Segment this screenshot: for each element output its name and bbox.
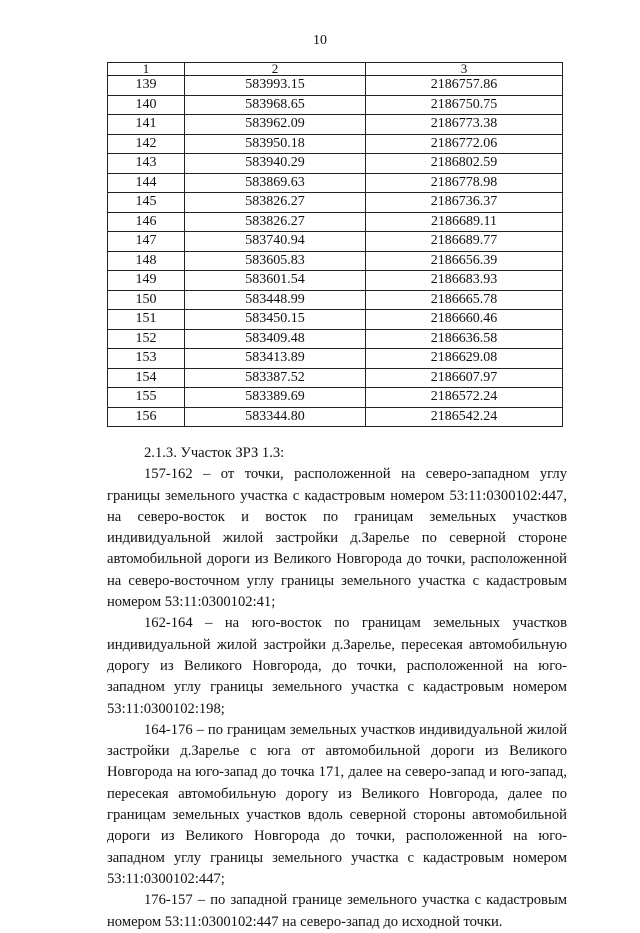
paragraph-176-157: 176-157 – по западной границе земельного участка с кадастровым номером 53:11:0300102:447 на северо-запад до исходной точки. [107,892,567,930]
x-coordinate-cell: 583740.94 [185,232,366,252]
x-coordinate-cell: 583448.99 [185,290,366,310]
table-row [108,115,563,135]
table-row [108,173,563,193]
header-col-2: 2 [185,63,366,76]
y-coordinate-cell: 2186636.58 [366,329,563,349]
point-number-cell: 156 [108,407,185,427]
y-coordinate-cell: 2186689.11 [366,212,563,232]
x-coordinate-cell: 583968.65 [185,95,366,115]
y-coordinate-cell: 2186656.39 [366,251,563,271]
y-coordinate-cell: 2186802.59 [366,154,563,174]
x-coordinate-cell: 583993.15 [185,76,366,96]
header-col-1: 1 [108,63,185,76]
x-coordinate-cell: 583962.09 [185,115,366,135]
x-coordinate-cell: 583344.80 [185,407,366,427]
table-row [108,329,563,349]
point-number-cell: 145 [108,193,185,213]
x-coordinate-cell: 583950.18 [185,134,366,154]
point-number-cell: 147 [108,232,185,252]
header-col-3: 3 [366,63,563,76]
table-header-row [108,63,563,76]
table-row [108,388,563,408]
point-number-cell: 144 [108,173,185,193]
x-coordinate-cell: 583387.52 [185,368,366,388]
y-coordinate-cell: 2186572.24 [366,388,563,408]
paragraph-162-164: 162-164 – на юго-восток по границам земельных участков индивидуальной жилой застройки д.Зарелье, пересекая автомобильную дорогу из Великого Новгорода, до точки, расположенной на юго-западном углу границы земельного участка с кадастровым номером 53:11:0300102:198; [107,615,567,717]
table-row [108,271,563,291]
point-number-cell: 153 [108,349,185,369]
table-row [108,349,563,369]
point-number-cell: 150 [108,290,185,310]
point-number-cell: 149 [108,271,185,291]
table-row [108,134,563,154]
x-coordinate-cell: 583450.15 [185,310,366,330]
x-coordinate-cell: 583409.48 [185,329,366,349]
table-row [108,212,563,232]
point-number-cell: 142 [108,134,185,154]
x-coordinate-cell: 583605.83 [185,251,366,271]
x-coordinate-cell: 583826.27 [185,212,366,232]
y-coordinate-cell: 2186660.46 [366,310,563,330]
y-coordinate-cell: 2186750.75 [366,95,563,115]
point-number-cell: 151 [108,310,185,330]
y-coordinate-cell: 2186689.77 [366,232,563,252]
table-row [108,95,563,115]
point-number-cell: 140 [108,95,185,115]
x-coordinate-cell: 583389.69 [185,388,366,408]
document-body [107,443,567,933]
table-row [108,368,563,388]
y-coordinate-cell: 2186607.97 [366,368,563,388]
x-coordinate-cell: 583826.27 [185,193,366,213]
table-row [108,76,563,96]
x-coordinate-cell: 583940.29 [185,154,366,174]
x-coordinate-cell: 583869.63 [185,173,366,193]
x-coordinate-cell: 583601.54 [185,271,366,291]
paragraph-164-176: 164-176 – по границам земельных участков индивидуальной жилой застройки д.Зарелье с юга от автомобильной дороги из Великого Новгорода на юго-запад до точка 171, далее на северо-запад и юго-запад, пересекая автомобильную дорогу из Великого Новгорода, далее по границам земельных участков вдоль северной стороны автомобильной дороги из Великого Новгорода до точки, расположенной на юго-западном углу границы земельного участка с кадастровым номером 53:11:0300102:447; [107,721,567,887]
point-number-cell: 139 [108,76,185,96]
y-coordinate-cell: 2186778.98 [366,173,563,193]
point-number-cell: 143 [108,154,185,174]
table-row [108,310,563,330]
y-coordinate-cell: 2186629.08 [366,349,563,369]
y-coordinate-cell: 2186772.06 [366,134,563,154]
point-number-cell: 148 [108,251,185,271]
coordinates-table [107,62,563,427]
point-number-cell: 146 [108,212,185,232]
paragraph-157-162: 157-162 – от точки, расположенной на северо-западном углу границы земельного участка с кадастровым номером 53:11:0300102:447, на северо-восток и восток по границам земельных участков индивидуальной жилой застройки д.Зарелье по северной стороне автомобильной дороги из Великого Новгорода до точки, расположенной на северо-восточном углу границы земельного участка с кадастровым номером 53:11:0300102:41; [107,466,567,611]
point-number-cell: 154 [108,368,185,388]
table-row [108,193,563,213]
table-row [108,251,563,271]
table-row [108,290,563,310]
y-coordinate-cell: 2186683.93 [366,271,563,291]
x-coordinate-cell: 583413.89 [185,349,366,369]
y-coordinate-cell: 2186665.78 [366,290,563,310]
point-number-cell: 152 [108,329,185,349]
table-body [108,76,563,427]
page-number: 10 [313,33,327,48]
y-coordinate-cell: 2186736.37 [366,193,563,213]
table-row [108,154,563,174]
y-coordinate-cell: 2186542.24 [366,407,563,427]
point-number-cell: 141 [108,115,185,135]
section-title: 2.1.3. Участок ЗРЗ 1.3: [144,445,285,461]
table-row [108,232,563,252]
point-number-cell: 155 [108,388,185,408]
y-coordinate-cell: 2186773.38 [366,115,563,135]
table-row [108,407,563,427]
y-coordinate-cell: 2186757.86 [366,76,563,96]
